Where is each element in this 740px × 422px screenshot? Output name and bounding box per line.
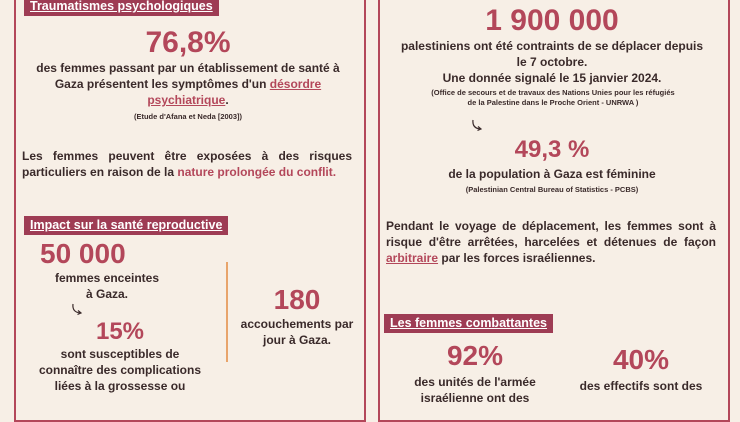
displacement-risk-a: Pendant le voyage de déplacement, les femmes sont à risque d'être arrêtées, harcelées et détenues de façon — [386, 219, 716, 249]
army-units-text: des unités de l'armée israélienne ont des — [414, 375, 536, 405]
female-population-source: (Palestinian Central Bureau of Statistics - PCBS) — [465, 185, 639, 194]
psychiatric-source: (Etude d'Afana et Neda [2003]) — [133, 112, 243, 121]
risk-text-b: conflit. — [296, 165, 337, 179]
risk-text-a: Les femmes peuvent être exposées à des risques particuliers en raison de la — [22, 149, 352, 179]
births-per-day-text: accouchements par jour à Gaza. — [240, 317, 354, 347]
displaced-date: Une donnée signalé le 15 janvier 2024. — [442, 71, 662, 85]
section-tag-reproductive: Impact sur la santé reproductive — [24, 216, 228, 235]
stat-births-per-day: 180 — [273, 284, 321, 315]
displacement-risk-b: par les forces israéliennes. — [441, 251, 596, 265]
female-population-text: de la population à Gaza est féminine — [448, 167, 656, 181]
stat-displaced: 1 900 000 — [485, 4, 619, 37]
complications-text: sont susceptibles de connaître des complications liées à la grossesse ou — [38, 347, 202, 393]
stat-complications-percent: 15% — [95, 318, 145, 345]
psychiatric-description — [34, 60, 342, 108]
stat-female-population: 49,3 % — [514, 136, 590, 163]
displaced-text: palestiniens ont été contraints de se déplacer depuis le 7 octobre. — [400, 39, 704, 69]
stat-pregnant-women: 50 000 — [40, 238, 126, 269]
stat-staff-percent: 40% — [612, 344, 670, 375]
risk-paragraph — [22, 148, 352, 180]
staff-text: des effectifs sont des — [579, 379, 703, 393]
displaced-source: (Office de secours et de travaux des Nations Unies pour les réfugiés de la Palestine dans le Proche Orient - UNRWA ) — [431, 88, 675, 107]
divider-line — [226, 262, 228, 362]
psychiatric-text-end: . — [225, 93, 229, 107]
stat-army-units: 92% — [446, 340, 504, 371]
displacement-risk-paragraph — [386, 218, 716, 266]
pregnant-women-text: femmes enceintes à Gaza. — [54, 271, 160, 301]
section-tag-psychological: Traumatismes psychologiques — [24, 0, 219, 16]
curved-arrow-icon-2 — [470, 118, 484, 137]
risk-highlight: nature prolongée du — [177, 165, 294, 179]
stat-psychiatric-percent: 76,8% — [145, 26, 231, 59]
section-tag-fighters: Les femmes combattantes — [384, 314, 553, 333]
psychiatric-highlight: désordre psychiatrique — [147, 77, 322, 107]
psychiatric-text: des femmes passant par un établissement de santé à Gaza présentent les symptômes d'un — [36, 61, 340, 91]
displacement-risk-highlight: arbitraire — [386, 251, 439, 265]
